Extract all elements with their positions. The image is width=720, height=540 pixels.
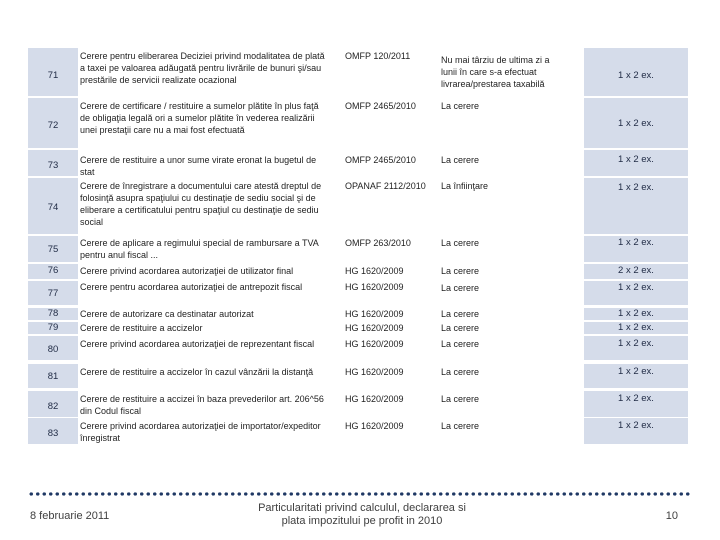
description-line: Cerere pentru acordarea autorizaţiei de antrepozit fiscal [80, 282, 303, 292]
submission-term [441, 393, 479, 405]
copies-cell [584, 308, 688, 320]
description-line: Cerere de înregistrare a documentului care atestă dreptul de [80, 181, 322, 191]
submission-term [441, 282, 479, 294]
row-number-cell [28, 336, 78, 360]
copies-count: 1 x 2 ex. [618, 182, 654, 193]
description-line: Cerere de restituire a accizelor în cazul vânzării la distanţă [80, 367, 314, 377]
description-line: a taxei pe valoarea adăugată pentru livrările de bunuri şi/sau [80, 63, 322, 73]
submission-term [441, 100, 479, 112]
submission-term [441, 180, 488, 192]
row-number: 81 [47, 371, 59, 382]
row-number: 83 [47, 428, 59, 439]
term-line: La înfiinţare [441, 181, 489, 191]
row-number: 71 [47, 70, 59, 81]
legal-act: OMFP 2465/2010 [345, 101, 416, 111]
copies-cell [584, 418, 688, 444]
document-description [80, 281, 302, 293]
term-line: La cerere [441, 394, 480, 404]
table-row [28, 418, 688, 444]
description-line: Cerere de autorizare ca destinatar autorizat [80, 309, 254, 319]
term-line: La cerere [441, 283, 480, 293]
row-number-cell [28, 178, 78, 234]
copies-count: 1 x 2 ex. [618, 420, 654, 431]
description-line: de obligaţia legală ori a sumelor plătite în vederea realizării [80, 113, 315, 123]
row-number: 77 [47, 288, 59, 299]
description-line: Cerere de restituire a accizei în baza prevederilor art. 206^56 [80, 394, 324, 404]
submission-term [441, 308, 479, 320]
document-description [80, 154, 316, 178]
row-number: 72 [47, 120, 59, 131]
table-row [28, 322, 688, 334]
copies-cell [584, 322, 688, 334]
row-number-cell [28, 236, 78, 262]
table-row [28, 281, 688, 305]
legal-act: HG 1620/2009 [345, 309, 404, 319]
table-row [28, 178, 688, 234]
submission-term [441, 237, 479, 249]
submission-term [441, 420, 479, 432]
term-line: La cerere [441, 339, 480, 349]
table-row [28, 150, 688, 176]
document-description [80, 265, 293, 277]
description-line: social [80, 217, 104, 227]
copies-cell [584, 150, 688, 176]
term-line: La cerere [441, 238, 480, 248]
copies-count: 1 x 2 ex. [618, 237, 654, 248]
description-line: Cerere privind acordarea autorizaţiei de reprezentant fiscal [80, 339, 315, 349]
term-line: La cerere [441, 323, 480, 333]
description-line: eliberare a certificatului pentru spaţiul cu destinaţie de sediu [80, 205, 319, 215]
table-row [28, 308, 688, 320]
term-line: La cerere [441, 266, 480, 276]
description-line: Cerere privind acordarea autorizaţiei de importator/expeditor [80, 421, 321, 431]
term-line: La cerere [441, 421, 480, 431]
legal-act: HG 1620/2009 [345, 323, 404, 333]
description-line: Cerere de aplicare a regimului special de rambursare a TVA [80, 238, 319, 248]
description-line: Cerere pentru eliberarea Deciziei privind modalitatea de plată [80, 51, 325, 61]
copies-count: 1 x 2 ex. [618, 282, 654, 293]
term-line: La cerere [441, 101, 480, 111]
legal-act: OPANAF 2112/2010 [345, 181, 426, 191]
row-number: 80 [47, 344, 59, 355]
row-number: 78 [47, 308, 59, 319]
copies-count: 1 x 2 ex. [618, 393, 654, 404]
document-description [80, 308, 254, 320]
document-description [80, 50, 325, 86]
document-description [80, 338, 314, 350]
table-row [28, 391, 688, 417]
description-line: Cerere de restituire a unor sume virate eronat la bugetul de [80, 155, 317, 165]
copies-count: 2 x 2 ex. [618, 265, 654, 276]
description-line: înregistrat [80, 433, 121, 443]
row-number-cell [28, 308, 78, 320]
row-number: 75 [47, 244, 59, 255]
document-description [80, 366, 313, 378]
row-number-cell [28, 98, 78, 148]
term-line: lunii în care s-a efectuat [441, 67, 537, 77]
copies-cell [584, 364, 688, 388]
legal-act: HG 1620/2009 [345, 421, 404, 431]
table-row [28, 48, 688, 96]
copies-cell [584, 336, 688, 360]
description-line: prestările de servicii realizate ocazional [80, 75, 237, 85]
table-row [28, 264, 688, 279]
row-number-cell [28, 150, 78, 176]
row-number-cell [28, 322, 78, 334]
description-line: unei prestaţii care nu a mai fost efectuată [80, 125, 245, 135]
description-line: Cerere de restituire a accizelor [80, 323, 203, 333]
footer-title-line: Particularitati privind calculul, declararea si [258, 502, 466, 514]
description-line: Cerere privind acordarea autorizaţiei de utilizator final [80, 266, 294, 276]
copies-cell [584, 236, 688, 262]
copies-count: 1 x 2 ex. [618, 322, 654, 333]
row-number-cell [28, 264, 78, 279]
description-line: stat [80, 167, 95, 177]
row-number-cell [28, 48, 78, 96]
footer-divider [28, 491, 692, 497]
submission-term [441, 366, 479, 378]
copies-count: 1 x 2 ex. [618, 70, 654, 81]
submission-term [441, 154, 479, 166]
copies-count: 1 x 2 ex. [618, 366, 654, 377]
copies-cell [584, 178, 688, 234]
row-number: 73 [47, 160, 59, 171]
legal-act: HG 1620/2009 [345, 282, 404, 292]
term-line: livrarea/prestarea taxabilă [441, 79, 545, 89]
document-description [80, 237, 319, 261]
document-description [80, 100, 319, 136]
copies-count: 1 x 2 ex. [618, 118, 654, 129]
document-description [80, 180, 321, 228]
submission-term [441, 322, 479, 334]
table-row [28, 336, 688, 360]
row-number: 82 [47, 401, 59, 412]
legal-act: HG 1620/2009 [345, 394, 404, 404]
term-line: La cerere [441, 367, 480, 377]
footer-title-line: plata impozitului pe profit in 2010 [281, 515, 443, 527]
document-description [80, 322, 203, 334]
row-number: 76 [47, 265, 59, 276]
copies-count: 1 x 2 ex. [618, 338, 654, 349]
submission-term [441, 54, 550, 90]
term-line: La cerere [441, 155, 480, 165]
page-number: 10 [665, 510, 678, 522]
copies-cell [584, 48, 688, 96]
copies-cell [584, 391, 688, 417]
submission-term [441, 265, 479, 277]
copies-cell [584, 281, 688, 305]
legal-act: HG 1620/2009 [345, 266, 404, 276]
row-number-cell [28, 364, 78, 388]
copies-count: 1 x 2 ex. [618, 154, 654, 165]
row-number: 74 [47, 202, 59, 213]
legal-act: OMFP 263/2010 [345, 238, 411, 248]
legal-act: OMFP 120/2011 [345, 51, 411, 61]
copies-count: 1 x 2 ex. [618, 308, 654, 319]
footer-date: 8 februarie 2011 [30, 510, 110, 522]
legal-act: OMFP 2465/2010 [345, 155, 416, 165]
copies-cell [584, 98, 688, 148]
description-line: Cerere de certificare / restituire a sumelor plătite în plus faţă [80, 101, 319, 111]
description-line: folosinţă asupra spaţiului cu destinaţie de sediu social şi de [80, 193, 316, 203]
row-number: 79 [47, 322, 59, 333]
term-line: Nu mai târziu de ultima zi a [441, 55, 550, 65]
copies-cell [584, 264, 688, 279]
submission-term [441, 338, 479, 350]
table-row [28, 364, 688, 388]
term-line: La cerere [441, 309, 480, 319]
row-number-cell [28, 391, 78, 417]
description-line: din Codul fiscal [80, 406, 142, 416]
table-row [28, 98, 688, 148]
document-description [80, 393, 324, 417]
footer-title [232, 502, 492, 528]
table-row [28, 236, 688, 262]
row-number-cell [28, 281, 78, 305]
legal-act: HG 1620/2009 [345, 367, 404, 377]
description-line: pentru anul fiscal ... [80, 250, 159, 260]
document-description [80, 420, 321, 444]
legal-act: HG 1620/2009 [345, 339, 404, 349]
row-number-cell [28, 418, 78, 444]
